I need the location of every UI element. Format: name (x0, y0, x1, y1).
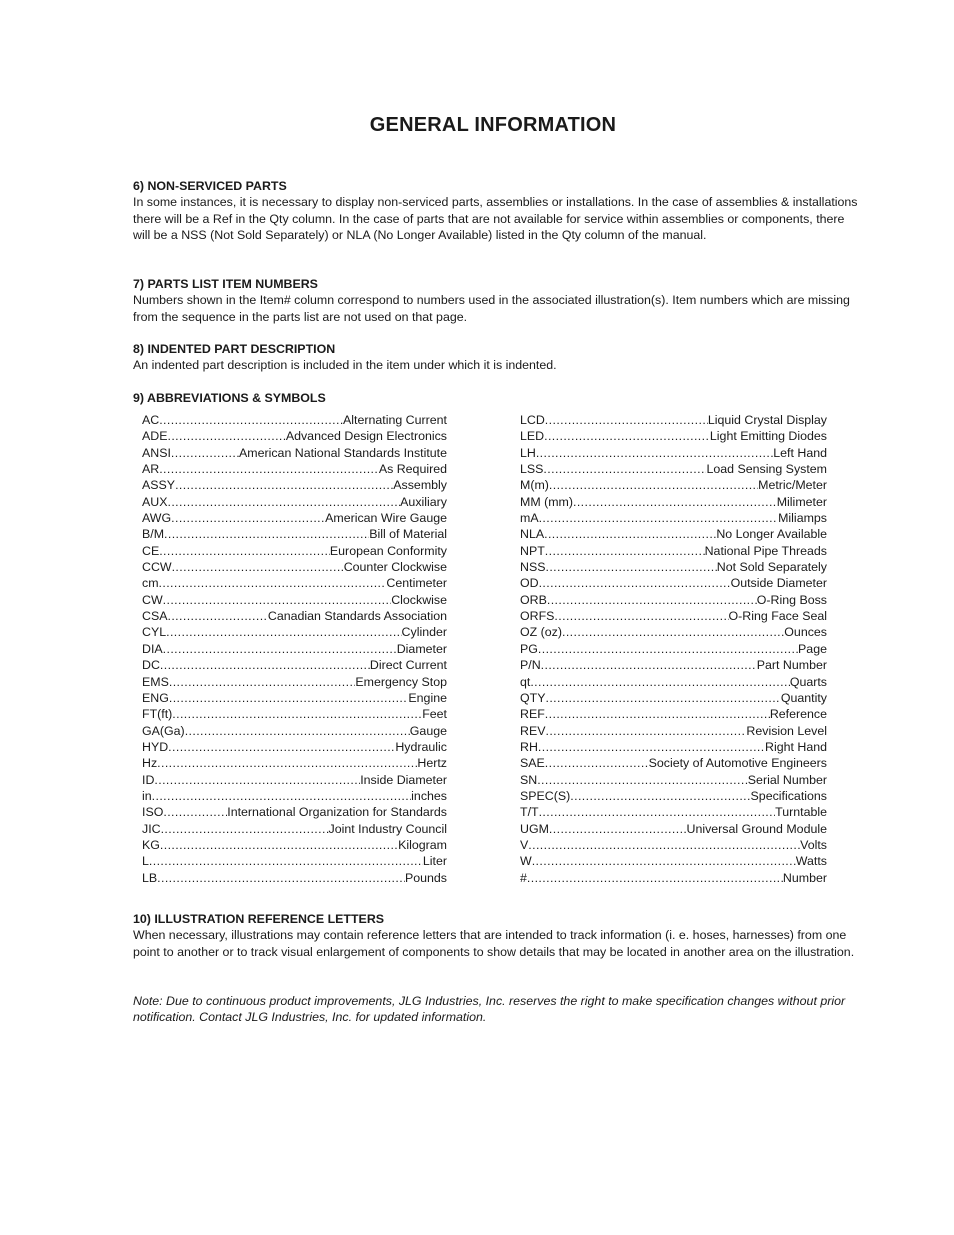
abbreviation-code: CSA (142, 609, 168, 624)
abbreviation-code: L (142, 854, 149, 869)
abbreviation-code: W (520, 854, 532, 869)
abbreviation-meaning: Not Sold Separately (716, 560, 827, 575)
abbreviation-row (142, 412, 447, 428)
abbreviation-meaning: Gauge (409, 723, 447, 738)
abbreviation-code: M(m) (520, 478, 549, 493)
abbreviation-row (142, 624, 447, 640)
abbreviation-code: AWG (142, 511, 172, 526)
disclaimer-note: Note: Due to continuous product improvements, JLG Industries, Inc. reserves the right to make specification changes without prior notification. Contact JLG Industries, Inc. for updated information. (133, 994, 846, 1025)
abbreviation-row (142, 706, 447, 722)
abbreviation-meaning: Watts (795, 854, 827, 869)
abbreviation-code: EMS (142, 674, 169, 689)
abbreviation-code: ADE (142, 429, 168, 444)
dot-leader (172, 559, 344, 575)
abbreviation-meaning: Number (782, 870, 827, 885)
abbreviation-meaning: Part Number (756, 658, 827, 673)
abbreviation-meaning: International Organization for Standards (227, 805, 447, 820)
abbreviation-code: ENG (142, 690, 169, 705)
abbreviation-code: LB (142, 870, 158, 885)
abbreviation-row (520, 853, 827, 869)
abbreviation-meaning: Emergency Stop (355, 674, 447, 689)
abbreviation-row (520, 674, 827, 690)
abbreviation-row (520, 870, 827, 886)
abbreviation-row (520, 461, 827, 477)
abbreviation-meaning: Liquid Crystal Display (707, 413, 827, 427)
abbreviation-row (142, 477, 447, 493)
dot-leader (171, 445, 239, 461)
abbreviation-meaning: Counter Clockwise (343, 560, 447, 575)
abbreviation-code: LED (520, 429, 545, 444)
abbreviation-row (142, 837, 447, 853)
dot-leader (539, 804, 776, 820)
abbreviation-meaning: Direct Current (369, 658, 447, 673)
dot-leader (164, 526, 369, 542)
abbreviation-meaning: Load Sensing System (706, 462, 827, 477)
section-heading: 7) PARTS LIST ITEM NUMBERS (133, 277, 318, 291)
abbreviation-meaning: Society of Automotive Engineers (648, 756, 827, 771)
abbreviation-row (142, 592, 447, 608)
abbreviation-row (142, 494, 447, 510)
abbreviation-code: QTY (520, 690, 546, 705)
abbreviation-row (142, 641, 447, 657)
abbreviation-row (142, 739, 447, 755)
abbreviation-meaning: Hydraulic (395, 739, 447, 754)
dot-leader (169, 690, 409, 706)
dot-leader (160, 837, 398, 853)
abbreviation-code: SN (520, 772, 538, 787)
abbreviation-code: DIA (142, 641, 163, 656)
abbreviation-code: SAE (520, 756, 545, 771)
abbreviation-meaning: Auxiliary (400, 494, 447, 509)
section-illustration-reference-letters (133, 911, 858, 960)
dot-leader (172, 706, 422, 722)
abbreviation-code: NLA (520, 527, 545, 542)
section-heading: 6) NON-SERVICED PARTS (133, 179, 287, 193)
dot-leader (545, 723, 746, 739)
abbreviation-row (520, 772, 827, 788)
dot-leader (539, 510, 779, 526)
abbreviation-meaning: Serial Number (747, 772, 827, 787)
abbreviation-meaning: Assembly (393, 478, 447, 493)
abbreviation-code: ORFS (520, 609, 555, 624)
abbreviation-meaning: American Wire Gauge (325, 511, 447, 526)
abbreviation-code: UGM (520, 821, 549, 836)
dot-leader (163, 592, 392, 608)
abbreviation-meaning: Centimeter (386, 576, 447, 591)
section-heading: 10) ILLUSTRATION REFERENCE LETTERS (133, 912, 385, 926)
dot-leader (545, 706, 770, 722)
abbreviation-code: LCD (520, 413, 545, 427)
abbreviation-meaning: Feet (422, 707, 447, 722)
abbreviation-meaning: Outside Diameter (730, 576, 827, 591)
abbreviation-row (520, 821, 827, 837)
dot-leader (544, 526, 716, 542)
page-title: GENERAL INFORMATION (369, 114, 617, 136)
abbreviation-meaning: Page (798, 641, 827, 656)
abbreviation-row (520, 526, 827, 542)
abbreviation-code: CE (142, 543, 160, 558)
abbreviation-code: B/M (142, 527, 165, 542)
abbreviation-code: AUX (142, 494, 168, 509)
section-heading: 9) ABBREVIATIONS & SYMBOLS (133, 391, 326, 405)
dot-leader (547, 592, 757, 608)
abbreviation-row (142, 526, 447, 542)
dot-leader (527, 870, 783, 886)
abbreviation-meaning: Specifications (750, 788, 827, 803)
abbreviation-row (520, 559, 827, 575)
abbreviation-meaning: inches (411, 788, 447, 803)
abbreviation-meaning: O-Ring Face Seal (728, 609, 827, 624)
abbreviation-row (520, 608, 827, 624)
abbreviation-row (520, 477, 827, 493)
abbreviation-meaning: Diameter (396, 641, 447, 656)
section-heading: 8) INDENTED PART DESCRIPTION (133, 342, 336, 356)
abbreviation-row (520, 837, 827, 853)
abbreviation-code: ASSY (142, 478, 176, 493)
abbreviation-row (142, 608, 447, 624)
dot-leader (554, 608, 728, 624)
abbreviation-code: in (142, 788, 152, 803)
abbreviation-code: mA (520, 511, 539, 526)
dot-leader (157, 870, 405, 886)
abbreviation-code: CYL (142, 625, 167, 640)
abbreviation-code: OZ (oz) (520, 625, 562, 640)
abbreviation-code: SPEC(S) (520, 788, 571, 803)
dot-leader (166, 624, 401, 640)
abbreviation-meaning: Turntable (775, 805, 827, 820)
abbreviation-row (520, 412, 827, 428)
dot-leader (545, 412, 708, 428)
dot-leader (545, 543, 705, 559)
abbreviation-meaning: Volts (800, 837, 827, 852)
abbreviation-meaning: Right Hand (765, 739, 827, 754)
dot-leader (163, 641, 397, 657)
abbreviation-row (142, 772, 447, 788)
abbreviation-meaning: Light Emitting Diodes (709, 429, 827, 444)
abbreviation-meaning: Revision Level (746, 723, 827, 738)
abbreviation-code: LH (520, 445, 536, 460)
abbreviation-meaning: Liter (422, 854, 447, 869)
section-body: In some instances, it is necessary to display non-serviced parts, assemblies or installations. In the case of assemblies & installations there will be a Ref in the Qty column. In the case of parts that are not available for service within assemblies or components, there will be a NSS (Not Sold Separately) or NLA (No Longer Available) listed in the Qty column of the manual. (133, 195, 858, 243)
dot-leader (161, 821, 329, 837)
dot-leader (544, 428, 710, 444)
abbreviation-code: T/T (520, 805, 539, 820)
abbreviation-code: GA(Ga) (142, 723, 185, 738)
abbreviation-row (142, 674, 447, 690)
abbreviation-row (142, 510, 447, 526)
dot-leader (167, 428, 285, 444)
dot-leader (175, 477, 393, 493)
abbreviation-row (142, 445, 447, 461)
abbreviation-row (520, 510, 827, 526)
abbreviation-code: CCW (142, 560, 172, 575)
abbreviation-code: NSS (520, 560, 546, 575)
abbreviation-row (520, 723, 827, 739)
dot-leader (163, 804, 227, 820)
dot-leader (541, 657, 757, 673)
abbreviation-meaning: Engine (408, 690, 447, 705)
abbreviation-meaning: Universal Ground Module (686, 821, 827, 836)
abbreviation-row (142, 657, 447, 673)
abbreviation-code: CW (142, 592, 163, 607)
abbreviation-row (142, 428, 447, 444)
section-body: When necessary, illustrations may contain reference letters that are intended to track information (i. e. hoses, harnesses) from one point to another or to track visual enlargement of components to show details that may be located in another area on the illustration. (133, 928, 855, 959)
abbreviation-code: ID (142, 772, 155, 787)
abbreviation-meaning: Pounds (404, 870, 447, 885)
abbreviation-meaning: Canadian Standards Association (267, 609, 447, 624)
dot-leader (152, 788, 412, 804)
abbreviation-code: Hz (142, 756, 158, 771)
abbreviation-row (520, 494, 827, 510)
abbreviation-row (520, 445, 827, 461)
dot-leader (573, 494, 777, 510)
dot-leader (159, 543, 330, 559)
abbreviation-row (520, 690, 827, 706)
dot-leader (149, 853, 423, 869)
abbreviation-row (520, 641, 827, 657)
abbreviation-meaning: As Required (378, 462, 447, 477)
dot-leader (538, 739, 765, 755)
dot-leader (543, 461, 706, 477)
abbreviation-row (142, 821, 447, 837)
dot-leader (538, 641, 798, 657)
abbreviation-row (520, 657, 827, 673)
section-body: An indented part description is included in the item under which it is indented. (133, 358, 557, 373)
dot-leader (185, 723, 410, 739)
abbreviation-code: OD (520, 576, 539, 591)
abbreviation-code: ISO (142, 805, 164, 820)
abbreviation-code: KG (142, 837, 160, 852)
abbreviation-meaning: Cylinder (401, 625, 447, 640)
dot-leader (530, 674, 789, 690)
abbreviation-row (520, 706, 827, 722)
abbreviation-row (142, 723, 447, 739)
dot-leader (168, 739, 395, 755)
abbreviation-meaning: Left Hand (773, 445, 827, 460)
abbreviation-code: FT(ft) (142, 707, 173, 722)
abbreviation-meaning: Joint Industry Council (328, 821, 447, 836)
abbreviation-code: # (520, 870, 527, 885)
abbreviation-code: P/N (520, 658, 541, 673)
abbreviation-row (520, 739, 827, 755)
dot-leader (157, 755, 417, 771)
abbreviation-meaning: National Pipe Threads (704, 543, 827, 558)
abbreviation-code: DC (142, 658, 160, 673)
section-parts-list-item-numbers (133, 276, 858, 325)
abbreviation-row (520, 575, 827, 591)
dot-leader (159, 461, 379, 477)
section-non-serviced-parts (133, 178, 858, 244)
abbreviation-meaning: Kilogram (398, 837, 447, 852)
abbreviations-left-column (142, 412, 447, 886)
abbreviation-meaning: Alternating Current (343, 413, 447, 427)
abbreviation-code: V (520, 837, 529, 852)
abbreviation-meaning: Miliamps (778, 511, 827, 526)
abbreviation-meaning: O-Ring Boss (756, 592, 827, 607)
abbreviation-code: ORB (520, 592, 547, 607)
dot-leader (528, 837, 800, 853)
abbreviation-row (142, 559, 447, 575)
dot-leader (159, 412, 343, 428)
abbreviation-row (520, 543, 827, 559)
abbreviation-meaning: Quantity (780, 690, 827, 705)
abbreviation-row (142, 788, 447, 804)
abbreviation-code: qt (520, 674, 531, 689)
dot-leader (171, 510, 325, 526)
abbreviation-meaning: Advanced Design Electronics (285, 429, 447, 444)
abbreviation-meaning: Milimeter (776, 494, 827, 509)
abbreviation-row (520, 755, 827, 771)
dot-leader (160, 657, 370, 673)
abbreviation-code: AR (142, 462, 160, 477)
abbreviation-code: AC (142, 413, 160, 427)
abbreviation-code: JIC (142, 821, 161, 836)
abbreviation-row (142, 853, 447, 869)
abbreviation-row (520, 788, 827, 804)
dot-leader (545, 755, 649, 771)
abbreviation-meaning: European Conformity (329, 543, 447, 558)
dot-leader (549, 821, 687, 837)
abbreviation-row (520, 428, 827, 444)
dot-leader (545, 559, 716, 575)
abbreviation-meaning: Clockwise (391, 592, 447, 607)
abbreviation-meaning: Hertz (417, 756, 447, 771)
dot-leader (536, 445, 773, 461)
abbreviation-row (142, 461, 447, 477)
abbreviation-row (142, 870, 447, 886)
abbreviation-row (520, 592, 827, 608)
dot-leader (562, 624, 784, 640)
abbreviation-code: REV (520, 723, 546, 738)
abbreviation-row (142, 575, 447, 591)
abbreviation-row (520, 624, 827, 640)
abbreviation-meaning: Metric/Meter (758, 478, 827, 493)
abbreviation-row (520, 804, 827, 820)
abbreviation-code: LSS (520, 462, 544, 477)
abbreviation-code: NPT (520, 543, 545, 558)
abbreviation-code: ANSI (142, 445, 171, 460)
dot-leader (167, 494, 400, 510)
abbreviation-meaning: Inside Diameter (360, 772, 447, 787)
abbreviation-row (142, 755, 447, 771)
abbreviation-meaning: Ounces (784, 625, 827, 640)
abbreviation-meaning: American National Standards Institute (239, 445, 447, 460)
abbreviation-row (142, 543, 447, 559)
dot-leader (570, 788, 750, 804)
abbreviation-row (142, 804, 447, 820)
dot-leader (539, 575, 731, 591)
section-abbreviations-symbols (133, 390, 858, 406)
section-body: Numbers shown in the Item# column correspond to numbers used in the associated illustration(s). Item numbers which are missing from the sequence in the parts list are not used on that page. (133, 293, 850, 324)
dot-leader (154, 772, 360, 788)
abbreviation-code: RH (520, 739, 538, 754)
abbreviations-right-column (520, 412, 827, 886)
abbreviation-meaning: No Longer Available (716, 527, 827, 542)
dot-leader (545, 690, 780, 706)
abbreviation-code: cm (142, 576, 159, 591)
abbreviation-row (142, 690, 447, 706)
dot-leader (167, 608, 267, 624)
abbreviation-code: PG (520, 641, 538, 656)
dot-leader (549, 477, 758, 493)
dot-leader (532, 853, 796, 869)
abbreviation-meaning: Reference (769, 707, 827, 722)
abbreviation-code: REF (520, 707, 545, 722)
abbreviation-code: HYD (142, 739, 169, 754)
abbreviation-meaning: Quarts (789, 674, 827, 689)
section-indented-part-description (133, 341, 858, 374)
abbreviation-code: MM (mm) (520, 494, 573, 509)
dot-leader (169, 674, 356, 690)
abbreviation-meaning: Bill of Material (369, 527, 447, 542)
dot-leader (537, 772, 748, 788)
dot-leader (159, 575, 387, 591)
